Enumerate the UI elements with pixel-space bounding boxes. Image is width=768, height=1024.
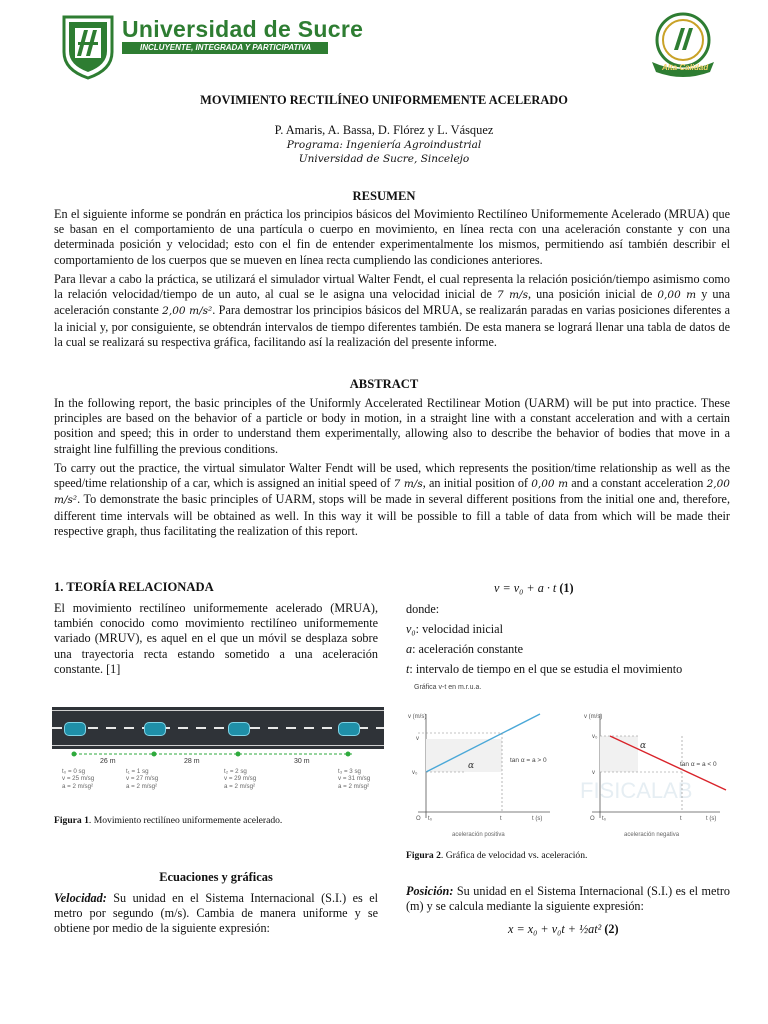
angle-left: α — [468, 761, 475, 771]
figure1-caption: Figura 1. Movimiento rectilíneo uniformemente acelerado. — [54, 815, 283, 826]
car-icon — [64, 722, 86, 736]
car-icon — [338, 722, 360, 736]
resumen-paragraph-2: Para llevar a cabo la práctica, se utilizará el simulador virtual Walter Fendt, el cual representa la relación posición/tiempo asimismo como la relación velocidad/tiempo de un auto, al cual se le asigna una velocidad inicial de 7 m/s, una posición inicial de 0,00 m y una aceleración constante 2,00 m/s². Para demostrar los principios básicos del MRUA, se realizarán paradas en varias posiciones diferentes a la inicial y, por consiguiente, se obtendrán intervalos de tiempo diferentes también. De esta manera se logrará llenar una tabla de datos de la cual se realizará su respectiva gráfica, facilitando así la realización del presente informe. — [54, 272, 731, 349]
university-slogan-bar — [122, 42, 328, 54]
v0-tick-left: v₀ — [412, 770, 418, 776]
resumen-heading: RESUMEN — [352, 189, 416, 203]
graph-positive — [408, 714, 550, 838]
origin-right: O — [590, 816, 595, 822]
t-tick-right: t — [680, 816, 682, 822]
car-info: t₃ = 3 sg v = 31 m/sg a = 2 m/sg² — [338, 768, 371, 790]
abstract-paragraph-1: In the following report, the basic principles of the Uniformly Accelerated Rectilinear Motion (UARM) will be put into practice. These principles are based on the behavior of a particle or body in motion, in a straight line with a constant acceleration and with a certain position and speed; this in order to understand them experimentally, allowing also to describe the behavior of bodies that move in a straight line fulfilling the previous conditions. — [54, 396, 730, 456]
abstract-heading: ABSTRACT — [349, 377, 419, 391]
road-figure — [52, 707, 384, 749]
paper-program: Programa: Ingeniería Agroindustrial — [286, 139, 482, 151]
definition-a: a: aceleración constante — [406, 642, 524, 656]
section1-paragraph: El movimiento rectilíneo uniformemente acelerado (MRUA), también conocido como movimiento rectilíneo uniformemente variado (MRUV), es aquel en el que un móvil se desplaza sobre una trayectoria recta estando sometido a una aceleración constante. [1] — [54, 601, 378, 676]
car-info: t₀ = 0 sg v = 25 m/sg a = 2 m/sg² — [62, 768, 95, 790]
velocidad-paragraph: Velocidad: Su unidad en el Sistema Internacional (S.I.) es el metro por segundo (m/s). Cambia de manera uniforme y se obtiene por medio de la siguiente expresión: — [54, 891, 378, 936]
v-tick-left: v — [416, 736, 419, 742]
xlabel-left: t (s) — [532, 816, 543, 822]
seal-banner-text: Alta Calidad — [662, 63, 709, 72]
xlabel-right: t (s) — [706, 816, 717, 822]
origin-left: O — [416, 816, 421, 822]
ylabel-right: v (m/s) — [584, 714, 603, 720]
section1-heading: 1. TEORÍA RELACIONADA — [54, 580, 214, 594]
angle-right: α — [640, 741, 647, 751]
resumen-paragraph-1: En el siguiente informe se pondrán en práctica los principios básicos del Movimiento Rectilíneo Uniformemente Acelerado (MRUA) que se basan en el comportamiento de una partícula o cuerpo en movimiento, en línea recta con una aceleración constante y con una determinada posición y velocidad; esto con el fin de entender experimentalmente los mismos, permitiendo así también describir el comportamiento de los cuerpos que se mueven en línea recta cumpliendo las condiciones anteriores. — [54, 207, 730, 267]
equation-1: v = v₀ + a · t (1) — [494, 581, 574, 595]
t0-tick-right: t₀ — [602, 816, 607, 822]
car-info: t₁ = 1 sg v = 27 m/sg a = 2 m/sg² — [126, 768, 159, 790]
figure2-caption: Figura 2. Gráfica de velocidad vs. aceleración. — [406, 850, 588, 861]
definition-v0: v₀: velocidad inicial — [406, 622, 503, 636]
posicion-paragraph: Posición: Su unidad en el Sistema Internacional (S.I.) es el metro (m) y se calcula mediante la siguiente expresión: — [406, 884, 730, 914]
t0-tick-left: t₀ — [428, 816, 433, 822]
t-tick-left: t — [500, 816, 502, 822]
car-icon — [228, 722, 250, 736]
figure2-graphs — [404, 700, 740, 846]
distance-label: 30 m — [294, 758, 310, 765]
formula-right: tan α = a < 0 — [680, 761, 717, 768]
donde-label: donde: — [406, 602, 440, 616]
formula-left: tan α = a > 0 — [510, 757, 547, 764]
distance-label: 26 m — [100, 758, 116, 765]
footer-left: aceleración positiva — [452, 832, 505, 838]
figure2-title: Gráfica v-t en m.r.u.a. — [414, 684, 482, 691]
quality-seal — [644, 10, 722, 80]
definition-t: t: intervalo de tiempo en el que se estudia el movimiento — [406, 662, 683, 676]
paper-institution: Universidad de Sucre, Sincelejo — [298, 153, 470, 165]
ecuaciones-heading: Ecuaciones y gráficas — [159, 870, 273, 884]
university-name: Universidad de Sucre — [122, 16, 364, 42]
car-info: t₂ = 2 sg v = 29 m/sg a = 2 m/sg² — [224, 768, 257, 790]
watermark: FISICALAB — [580, 778, 693, 803]
distance-markers — [52, 750, 384, 758]
ylabel-left: v (m/s) — [408, 714, 427, 720]
university-logo — [60, 14, 116, 80]
paper-authors: P. Amaris, A. Bassa, D. Flórez y L. Vásquez — [274, 123, 494, 137]
university-slogan: INCLUYENTE, INTEGRADA Y PARTICIPATIVA — [140, 43, 312, 52]
shield-icon — [60, 14, 116, 80]
graph-negative — [584, 714, 726, 838]
paper-title: MOVIMIENTO RECTILÍNEO UNIFORMEMENTE ACELERADO — [200, 93, 568, 107]
footer-right: aceleración negativa — [624, 832, 680, 838]
v0-tick-right: v₀ — [592, 734, 598, 740]
v-tick-right: v — [592, 770, 595, 776]
equation-2: x = x₀ + v₀t + ½at² (2) — [508, 922, 619, 936]
car-icon — [144, 722, 166, 736]
abstract-paragraph-2: To carry out the practice, the virtual simulator Walter Fendt will be used, which represents the position/time relationship as well as the speed/time relationship of a car, which is assigned an initial speed of 7 m/s, an initial position of 0,00 m and a constant acceleration 2,00 m/s². To demonstrate the basic principles of UARM, stops will be made in several different positions from the initial one and, therefore, different time intervals will be obtained as well. In this way it will be possible to fill a table of data from which will be made their respective graph, thus facilitating the realization of this report. — [54, 461, 730, 538]
distance-label: 28 m — [184, 758, 200, 765]
